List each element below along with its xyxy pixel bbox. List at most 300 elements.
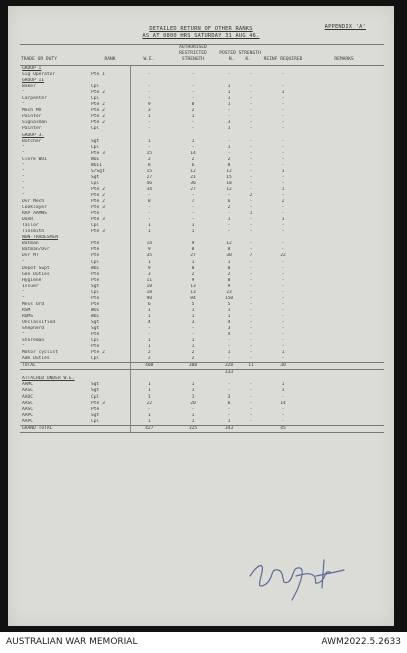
cell-rank (90, 425, 130, 432)
cell-auth: 2 (191, 108, 195, 114)
cell-posted-k: - (249, 138, 253, 144)
cell-trade: Tinsmith (22, 229, 45, 235)
cell-trade: " (22, 193, 25, 198)
cell-trade: Painter (22, 126, 42, 132)
cell-we: 11 (130, 278, 168, 284)
cell-auth: - (191, 193, 195, 198)
cell-we: - (130, 96, 168, 102)
cell-posted-n: 5 (227, 301, 231, 307)
cell-posted-n: - (227, 229, 231, 235)
cell-rank: Sgt (91, 388, 100, 394)
cell-trade: AAPC (22, 412, 34, 418)
cell-posted-n: 343 (218, 425, 240, 432)
cell-posted-n: - (227, 211, 231, 217)
header-reinf: REINF REQUIRED (262, 45, 304, 66)
cell-we: - (130, 217, 168, 223)
cell-reinf: - (281, 144, 285, 150)
cell-auth: 1 (191, 307, 195, 313)
cell-auth: 2 (191, 271, 195, 277)
cell-auth: - (191, 90, 195, 96)
cell-trade: Adm Duties (22, 356, 50, 362)
cell-posted-k: - (249, 223, 253, 229)
cell-trade: GRAND TOTAL (20, 425, 90, 432)
cell-trade: RQMS (22, 313, 34, 319)
cell-posted-n: 4 (227, 319, 231, 325)
cell-rank: Cpl (91, 418, 100, 424)
cell-posted-k: - (249, 338, 253, 344)
cell-we: 6 (130, 302, 168, 308)
cell-we: - (130, 145, 168, 151)
cell-we: 1 (130, 419, 168, 426)
cell-trade: " (22, 289, 25, 295)
cell-auth: 27 (190, 253, 196, 259)
cell-we: 4 (130, 320, 168, 326)
cell-auth: 2 (191, 156, 195, 162)
cell-posted-k: - (249, 400, 253, 406)
archive-footer (0, 632, 407, 653)
cell-posted-k: - (249, 319, 253, 325)
cell-reinf: - (281, 72, 285, 78)
cell-posted-n: - (227, 344, 231, 350)
header-we: W.E. (130, 45, 168, 66)
cell-we: 27 (130, 175, 168, 181)
cell-trade: NON-TRADESMEN (22, 235, 58, 241)
cell-we: 1 (130, 314, 168, 320)
cell-we: - (130, 193, 168, 199)
cell-rank: Cpl (91, 180, 100, 186)
cell-we: 1 (130, 114, 168, 120)
cell-remarks (304, 425, 384, 432)
cell-reinf: - (281, 326, 285, 332)
cell-posted-k: - (249, 271, 253, 277)
footer-accession-number: AWM2022.5.2633 (321, 637, 401, 647)
cell-posted-k: - (249, 332, 253, 338)
cell-posted-k: - (249, 277, 253, 283)
cell-auth: - (191, 326, 195, 332)
cell-trade: DanR (22, 217, 34, 223)
cell-posted-n: 1 (227, 418, 231, 424)
cell-reinf: - (281, 319, 285, 325)
cell-reinf: - (281, 295, 285, 301)
cell-posted-k: 1 (249, 211, 253, 217)
cell-posted-k: - (249, 156, 253, 162)
cell-posted-n: 15 (226, 174, 232, 180)
cell-posted-n: 18 (226, 180, 232, 186)
cell-posted-k: - (249, 186, 253, 192)
cell-rank: Pte (91, 277, 100, 283)
cell-trade: " (22, 186, 25, 192)
cell-rank: Pte 2 (91, 186, 105, 192)
cell-we: - (130, 120, 168, 126)
cell-reinf: - (281, 271, 285, 277)
cell-auth: - (191, 406, 195, 412)
cell-auth: 1 (191, 344, 195, 350)
cell-trade: GROUP II (22, 78, 45, 84)
cell-reinf: - (281, 174, 285, 180)
cell-auth: 20 (190, 400, 196, 406)
cell-posted-k: - (249, 247, 253, 253)
cell-trade: Shepherd (22, 326, 45, 332)
cell-auth: 8 (191, 265, 195, 271)
table-body (20, 66, 384, 433)
cell-reinf: - (281, 180, 285, 186)
cell-posted-n: 8 (227, 265, 231, 271)
cell-posted-n: 1 (227, 259, 231, 265)
cell-posted-k: - (249, 344, 253, 350)
cell-posted-n: 2 (227, 205, 231, 211)
cell-posted-k: - (249, 259, 253, 265)
cell-reinf: 22 (280, 253, 286, 259)
cell-auth: 1 (191, 412, 195, 418)
cell-posted-k (240, 425, 262, 432)
cell-auth: 14 (190, 150, 196, 156)
total-row (20, 425, 384, 432)
cell-reinf: 1 (281, 388, 285, 394)
header-authorised: AUTHORISED RESTRICTED STRENGTH (168, 45, 218, 66)
cell-posted-k: - (249, 120, 253, 126)
cell-reinf: - (281, 265, 285, 271)
cell-posted-n: - (227, 193, 231, 198)
cell-rank: Pte 1 (91, 72, 105, 78)
cell-posted-n: 23 (226, 289, 232, 295)
cell-trade: " (22, 344, 25, 350)
cell-trade: " (22, 90, 25, 96)
cell-posted-k: - (249, 114, 253, 120)
cell-trade: Storeman (22, 338, 45, 344)
cell-reinf: - (281, 338, 285, 344)
cell-trade: RSM (22, 307, 31, 313)
cell-trade: Motor cyclist (22, 350, 58, 356)
cell-posted-k: - (249, 301, 253, 307)
cell-we: - (130, 211, 168, 217)
total-row (20, 363, 384, 370)
cell-posted-n: 8 (227, 162, 231, 168)
cell-trade: AASC (22, 406, 34, 412)
cell-rank: Pte (91, 406, 100, 412)
cell-rank: Sgt (91, 382, 100, 388)
cell-auth: 1 (191, 338, 195, 344)
cell-rank: Sgt (91, 326, 100, 332)
cell-auth: 1 (191, 138, 195, 144)
cell-posted-k: - (249, 162, 253, 168)
cell-reinf: - (281, 418, 285, 424)
cell-reinf: - (281, 241, 285, 247)
cell-reinf: - (281, 84, 285, 90)
cell-reinf: - (281, 313, 285, 319)
header-posted-n: N. (228, 57, 235, 62)
document-title: DETAILED RETURN OF OTHER RANKS (149, 26, 253, 32)
cell-posted-k: - (249, 144, 253, 150)
cell-we: 9 (130, 102, 168, 108)
cell-trade: AAOC (22, 394, 34, 400)
cell-posted-k: - (249, 96, 253, 102)
cell-rank: Pte 3 (91, 217, 105, 223)
cell-posted-n: 8 (227, 247, 231, 253)
cell-auth: - (191, 144, 195, 150)
cell-posted-k: - (249, 382, 253, 388)
cell-rank: Pte (91, 344, 100, 350)
cell-posted-k: - (249, 412, 253, 418)
header-posted-k: K. (245, 57, 252, 62)
cell-posted-n: 12 (226, 168, 232, 174)
cell-we: - (130, 332, 168, 338)
cell-rank: WOI (91, 313, 100, 319)
cell-auth: - (191, 332, 195, 338)
cell-reinf: 1 (281, 168, 285, 174)
cell-rank: Cpl (91, 126, 100, 132)
cell-auth: 13 (190, 289, 196, 295)
cell-trade: Mess Ord (22, 301, 45, 307)
cell-reinf: - (281, 114, 285, 120)
cell-posted-n: 1 (227, 217, 231, 223)
cell-posted-n: 12 (226, 186, 232, 192)
cell-posted-k: - (249, 84, 253, 90)
cell-trade: AASC (22, 400, 34, 406)
cell-we: 22 (130, 401, 168, 407)
cell-reinf: - (281, 108, 285, 114)
cell-trade: Painter (22, 114, 42, 120)
cell-posted-n: 1 (227, 313, 231, 319)
cell-reinf: 1 (281, 217, 285, 223)
cell-auth: 325 (168, 425, 218, 432)
cell-trade: Gen Duties (22, 271, 50, 277)
cell-posted-n: - (227, 412, 231, 418)
cell-reinf: 2 (281, 199, 285, 205)
cell-auth: 1 (191, 313, 195, 319)
cell-we: 1 (130, 388, 168, 394)
cell-we: 1 (130, 344, 168, 350)
cell-rank: Pte 2 (91, 90, 105, 96)
cell-rank: Pte 2 (91, 199, 105, 205)
cell-rank: Pte 2 (91, 350, 105, 356)
cell-rank: WOI (91, 307, 100, 313)
cell-posted-k: - (249, 108, 253, 114)
cell-reinf: - (281, 332, 285, 338)
cell-reinf: - (281, 205, 285, 211)
cell-reinf: 1 (281, 186, 285, 192)
cell-auth: 84 (190, 295, 196, 301)
document-subtitle: AS AT 0800 HRS SATURDAY 31 AUG 46. (142, 33, 260, 39)
cell-rank: Pte (91, 301, 100, 307)
cell-we: 2 (130, 350, 168, 356)
cell-we: 9 (130, 247, 168, 253)
cell-reinf: - (281, 289, 285, 295)
cell-trade: TOTAL (20, 363, 90, 370)
cell-we: 34 (130, 187, 168, 193)
cell-reinf: - (281, 126, 285, 132)
header-posted (218, 45, 262, 66)
cell-reinf: 30 (262, 363, 304, 370)
cell-trade: AAMC (22, 382, 34, 388)
cell-posted-n: 2 (227, 156, 231, 162)
cell-auth: - (191, 211, 195, 217)
cell-we: 15 (130, 151, 168, 157)
cell-posted-n: - (227, 138, 231, 144)
cell-trade: Batman (22, 241, 39, 247)
cell-we: 9 (130, 266, 168, 272)
cell-posted-n: 6 (227, 400, 231, 406)
cell-posted-n: 1 (227, 350, 231, 356)
cell-trade: Dvr MT (22, 253, 39, 259)
cell-reinf: - (281, 394, 285, 400)
cell-posted-k: - (249, 388, 253, 394)
cell-we: - (130, 205, 168, 211)
cell-reinf: 45 (262, 425, 304, 432)
cell-we: 427 (130, 425, 168, 432)
cell-auth: - (191, 72, 195, 78)
header-remarks: REMARKS (304, 45, 384, 66)
cell-reinf: - (281, 162, 285, 168)
cell-posted-k: - (249, 418, 253, 424)
cell-we: 1 (130, 260, 168, 266)
cell-posted-n: 1 (227, 96, 231, 102)
cell-reinf: - (281, 283, 285, 289)
cell-we: 1 (130, 229, 168, 235)
cell-trade: Tailor (22, 223, 39, 229)
cell-posted-k: - (249, 350, 253, 356)
cell-auth: 5 (191, 301, 195, 307)
cell-rank: Pte (91, 295, 100, 301)
cell-auth: 2 (191, 350, 195, 356)
cell-posted-n: 30 (226, 253, 232, 259)
cell-we: 1 (130, 394, 168, 400)
cell-posted-n: 8 (227, 277, 231, 283)
cell-posted-n: 1 (227, 102, 231, 108)
cell-rank: WOII (91, 162, 103, 168)
cell-posted-n: 9 (227, 283, 231, 289)
cell-trade: GROUP 3. (22, 132, 45, 138)
cell-rank: Cpl (91, 96, 100, 102)
cell-posted-n: - (227, 356, 231, 362)
cell-posted-n: 6 (227, 199, 231, 205)
header-rank: RANK (90, 45, 130, 66)
cell-we: 8 (130, 163, 168, 169)
cell-auth: 1 (191, 382, 195, 388)
cell-we: - (130, 407, 168, 413)
cell-auth: - (191, 96, 195, 102)
cell-we: 46 (130, 181, 168, 187)
cell-rank: Cpl (91, 144, 100, 150)
cell-rank (90, 363, 130, 370)
cell-trade: " (22, 180, 25, 186)
cell-posted-n: - (227, 382, 231, 388)
cell-we: 400 (130, 363, 168, 370)
cell-posted-k: - (249, 205, 253, 211)
handwritten-signature (240, 546, 350, 606)
cell-posted-k: - (249, 356, 253, 362)
cell-posted-n: - (227, 150, 231, 156)
table-header-row (20, 45, 384, 66)
cell-trade: " (22, 174, 25, 180)
cell-trade: Batman/Dvr (22, 247, 50, 253)
cell-rank: Pte 2 (91, 114, 105, 120)
cell-rank: Cpl (91, 84, 100, 90)
cell-we: 8 (130, 199, 168, 205)
cell-rank: Cpl (91, 356, 100, 362)
cell-posted-k: - (249, 265, 253, 271)
cell-reinf: - (281, 223, 285, 229)
cell-reinf: 14 (280, 400, 286, 406)
cell-posted-n: - (227, 223, 231, 229)
cell-posted-n: - (227, 72, 231, 78)
cell-rank: Sgt (91, 412, 100, 418)
cell-posted-k: - (249, 90, 253, 96)
cell-posted-k: - (249, 199, 253, 205)
cell-reinf: - (281, 156, 285, 162)
cell-reinf: 1 (281, 350, 285, 356)
cell-auth: 300 (168, 363, 218, 370)
cell-auth: - (191, 126, 195, 132)
cell-reinf: - (281, 301, 285, 307)
cell-rank: Pte 3 (91, 229, 105, 235)
cell-posted-k: - (249, 295, 253, 301)
cell-we: 90 (130, 296, 168, 302)
cell-remarks (304, 363, 384, 370)
cell-we: 18 (130, 284, 168, 290)
cell-posted-n: 1 (227, 126, 231, 132)
cell-auth: 1 (191, 114, 195, 120)
cell-we: - (130, 126, 168, 132)
cell-we: 2 (130, 356, 168, 363)
appendix-label: APPENDIX 'A' (324, 24, 366, 30)
cell-auth: 9 (191, 277, 195, 283)
cell-trade: " (22, 295, 25, 301)
cell-trade: Unclassified (22, 319, 56, 325)
cell-reinf: - (281, 229, 285, 235)
cell-posted-k: 11 (240, 363, 262, 370)
cell-rank: Pte 3 (91, 400, 105, 406)
cell-we: - (130, 90, 168, 96)
cell-trade: Sig Operator (22, 72, 56, 78)
cell-auth: 1 (191, 223, 195, 229)
cell-posted-n: 2 (227, 271, 231, 277)
cell-auth: 1 (191, 418, 195, 424)
cell-we: 2 (130, 157, 168, 163)
cell-trade: Baker (22, 84, 36, 90)
cell-rank: Cpl (91, 259, 100, 265)
cell-we: 18 (130, 290, 168, 296)
cell-trade: " (22, 150, 25, 156)
cell-trade: RAP AAMWS (22, 211, 47, 217)
cell-posted-n: 1 (227, 307, 231, 313)
cell-reinf: - (281, 277, 285, 283)
cell-posted-n: 150 (224, 295, 234, 301)
cell-posted-k: - (249, 313, 253, 319)
cell-trade: Depot Supt (22, 265, 50, 271)
cell-posted-n: 3 (227, 120, 231, 126)
footer-institution: AUSTRALIAN WAR MEMORIAL (6, 637, 138, 647)
cell-posted-k: - (249, 326, 253, 332)
cell-trade: Mech MV (22, 108, 42, 114)
cell-rank: Pte (91, 253, 100, 259)
cell-posted-k: - (249, 180, 253, 186)
cell-posted-n: 3 (227, 326, 231, 332)
cell-auth: 1 (191, 259, 195, 265)
cell-rank: S/Sgt (91, 168, 105, 174)
cell-we: 1 (130, 338, 168, 344)
cell-auth: 36 (190, 180, 196, 186)
cell-posted-k: - (249, 102, 253, 108)
cell-trade: Cooklayer (22, 205, 47, 211)
cell-posted-k: - (249, 168, 253, 174)
cell-reinf: - (281, 102, 285, 108)
cell-reinf: 1 (281, 90, 285, 96)
cell-auth: 8 (191, 102, 195, 108)
cell-rank: Sgt (91, 319, 100, 325)
cell-posted-k: - (249, 72, 253, 78)
cell-reinf: - (281, 96, 285, 102)
cell-posted-n: - (227, 338, 231, 344)
